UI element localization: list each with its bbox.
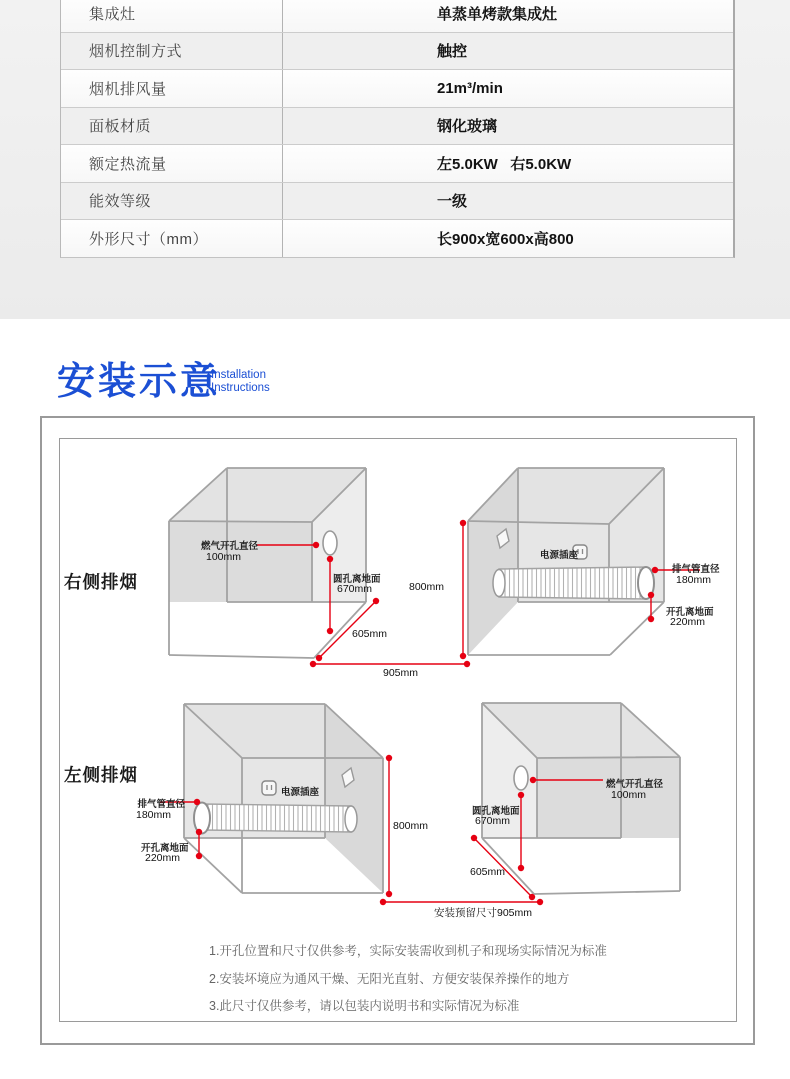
note-line: 2.安装坏境应为通风干燥、无阳光直射、方便安装保养操作的地方: [209, 971, 570, 986]
reserved-width-label: 安装预留尺寸905mm: [434, 907, 533, 919]
pipe-dia-value: 180mm: [676, 574, 712, 586]
round-hole-label: 圆孔离地面: [333, 574, 381, 585]
depth-value: 605mm: [470, 866, 506, 878]
gas-hole-label: 燃气开孔直径: [201, 541, 259, 552]
pipe-dia-value: 180mm: [136, 809, 172, 821]
spec-label: 外形尺寸（mm）: [89, 230, 208, 248]
spec-value: 一级: [282, 183, 733, 220]
pipe-dia-label: 排气管直径: [137, 799, 185, 810]
pipe-hole-value: 220mm: [670, 616, 706, 628]
spec-value: 长900x宽600x高800: [282, 220, 733, 257]
cabinet-top-left: [169, 468, 366, 658]
spec-label: 烟机控制方式: [89, 43, 183, 61]
installation-notes: [209, 938, 607, 1021]
spec-value: 21m³/min: [282, 70, 733, 107]
cabinet-top-right: [468, 468, 664, 655]
depth-value: 605mm: [352, 628, 388, 640]
spec-label: 额定热流量: [89, 155, 167, 173]
section-subtitle-line2: Instructions: [211, 382, 270, 394]
note-line: 1.开孔位置和尺寸仅供参考，实际安装需收到机子和现场实际情况为标准: [209, 944, 607, 958]
spec-label: 面板材质: [89, 118, 152, 136]
section-subtitle-line1: Installation: [211, 369, 266, 381]
round-hole-label: 圆孔离地面: [472, 806, 520, 817]
spec-value: 左5.0KW 右5.0KW: [282, 145, 733, 182]
pipe-hole-label: 开孔离地面: [666, 607, 714, 618]
width-value: 905mm: [383, 667, 419, 679]
spec-label: 能效等级: [89, 193, 152, 211]
note-line: 3.此尺寸仅供参考，请以包装内说明书和实际情况为标准: [209, 999, 520, 1013]
section-title: 安装示意: [57, 361, 222, 403]
gas-hole-value: 100mm: [206, 551, 242, 563]
gas-hole-value: 100mm: [611, 789, 647, 801]
pipe-hole-label: 开孔离地面: [141, 843, 189, 854]
height-value: 800mm: [393, 820, 429, 832]
cabinet-bottom-right: [482, 703, 680, 894]
row2-label: 左侧排烟: [64, 765, 138, 785]
pipe-hole-value: 220mm: [145, 852, 181, 864]
gas-hole: [514, 766, 528, 790]
spec-value: 触控: [282, 33, 733, 70]
socket-label: 电源插座: [281, 787, 320, 798]
spec-value: 钢化玻璃: [282, 108, 733, 145]
spec-value: 单蒸单烤款集成灶: [282, 0, 733, 32]
exhaust-pipe: [493, 567, 654, 599]
pipe-dia-label: 排气管直径: [672, 564, 720, 575]
socket-label: 电源插座: [540, 550, 579, 561]
power-socket-icon: [262, 781, 276, 795]
gas-hole-label: 燃气开孔直径: [606, 779, 664, 790]
cabinet-bottom-left: [184, 704, 383, 893]
round-hole-value: 670mm: [337, 583, 373, 595]
exhaust-pipe: [194, 803, 357, 834]
height-value: 800mm: [408, 581, 444, 593]
spec-label: 集成灶: [89, 5, 136, 23]
round-hole-value: 670mm: [475, 815, 511, 827]
spec-label: 烟机排风量: [89, 80, 167, 98]
row1-label: 右侧排烟: [64, 572, 138, 592]
gas-hole: [323, 531, 337, 555]
